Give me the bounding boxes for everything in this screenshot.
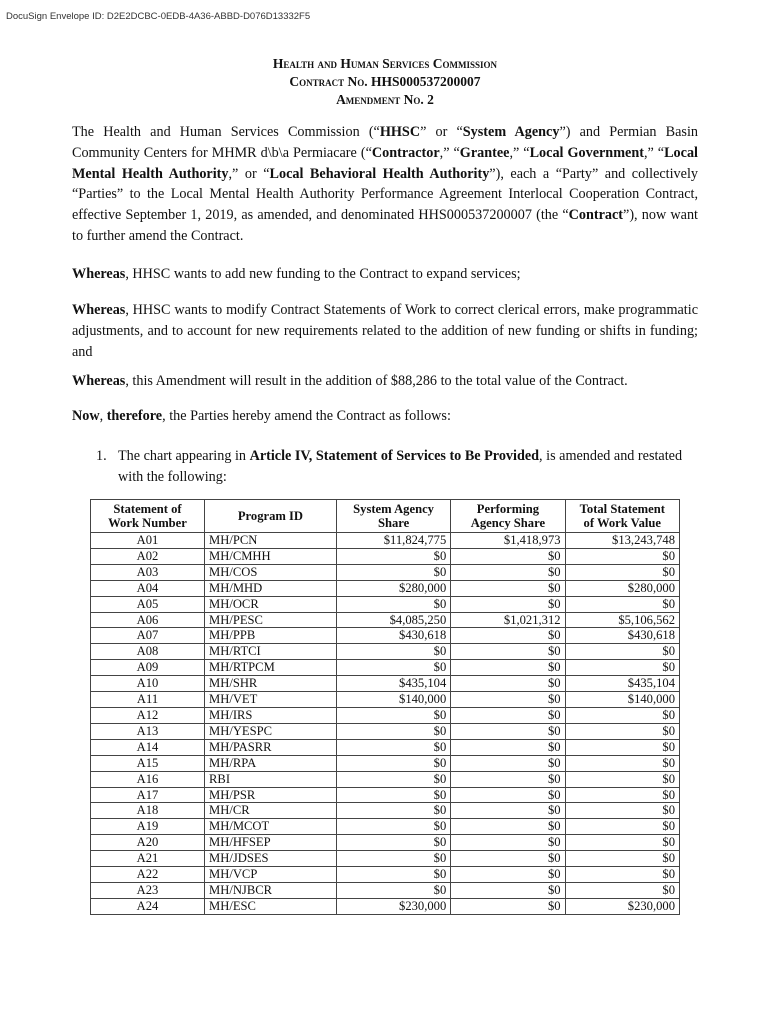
cell-total-value: $5,106,562	[565, 612, 679, 628]
cell-total-value: $230,000	[565, 898, 679, 914]
cell-system-agency-share: $0	[336, 851, 450, 867]
table-row	[91, 596, 680, 612]
whereas-paragraph-3: Whereas, this Amendment will result in the addition of $88,286 to the total value of the Contract.	[72, 373, 628, 389]
cell-total-value: $0	[565, 882, 679, 898]
cell-total-value: $0	[565, 867, 679, 883]
cell-sow-number: A24	[91, 898, 205, 914]
header-sow-number: Statement of Work Number	[91, 500, 205, 533]
cell-system-agency-share: $0	[336, 803, 450, 819]
cell-program-id: MH/RTPCM	[205, 660, 337, 676]
table-body	[91, 533, 680, 915]
header-contract-number: Contract No. HHS000537200007	[289, 74, 481, 89]
cell-system-agency-share: $11,824,775	[336, 533, 450, 549]
cell-total-value: $0	[565, 548, 679, 564]
cell-performing-agency-share: $0	[451, 548, 565, 564]
cell-total-value: $0	[565, 787, 679, 803]
cell-total-value: $0	[565, 723, 679, 739]
header-total-value: Total Statement of Work Value	[565, 500, 679, 533]
cell-system-agency-share: $0	[336, 835, 450, 851]
cell-system-agency-share: $0	[336, 771, 450, 787]
docusign-envelope-id: DocuSign Envelope ID: D2E2DCBC-0EDB-4A36-ABBD-D076D13332F5	[6, 11, 311, 22]
cell-performing-agency-share: $0	[451, 644, 565, 660]
cell-total-value: $0	[565, 819, 679, 835]
cell-performing-agency-share: $1,021,312	[451, 612, 565, 628]
cell-system-agency-share: $0	[336, 867, 450, 883]
cell-system-agency-share: $0	[336, 548, 450, 564]
cell-sow-number: A17	[91, 787, 205, 803]
cell-program-id: RBI	[205, 771, 337, 787]
cell-performing-agency-share: $0	[451, 564, 565, 580]
header-program-id: Program ID	[205, 500, 337, 533]
cell-system-agency-share: $435,104	[336, 676, 450, 692]
table-row	[91, 564, 680, 580]
cell-sow-number: A22	[91, 867, 205, 883]
cell-system-agency-share: $0	[336, 596, 450, 612]
cell-program-id: MH/PASRR	[205, 739, 337, 755]
cell-performing-agency-share: $0	[451, 660, 565, 676]
table-row	[91, 898, 680, 914]
cell-sow-number: A03	[91, 564, 205, 580]
whereas-paragraph-1: Whereas, HHSC wants to add new funding to the Contract to expand services;	[72, 266, 521, 282]
cell-sow-number: A20	[91, 835, 205, 851]
cell-total-value: $0	[565, 596, 679, 612]
cell-sow-number: A12	[91, 707, 205, 723]
table-header-row	[91, 500, 680, 533]
cell-sow-number: A15	[91, 755, 205, 771]
cell-sow-number: A09	[91, 660, 205, 676]
cell-total-value: $0	[565, 835, 679, 851]
cell-total-value: $0	[565, 707, 679, 723]
cell-sow-number: A04	[91, 580, 205, 596]
table-row	[91, 612, 680, 628]
cell-system-agency-share: $0	[336, 739, 450, 755]
cell-total-value: $0	[565, 755, 679, 771]
cell-program-id: MH/SHR	[205, 676, 337, 692]
cell-performing-agency-share: $0	[451, 692, 565, 708]
item-text: The chart appearing in Article IV, Statement of Services to Be Provided, is amended and restated with the following:	[118, 448, 683, 485]
cell-program-id: MH/CMHH	[205, 548, 337, 564]
statement-of-work-table	[90, 499, 680, 915]
cell-sow-number: A16	[91, 771, 205, 787]
cell-total-value: $430,618	[565, 628, 679, 644]
cell-sow-number: A10	[91, 676, 205, 692]
cell-performing-agency-share: $0	[451, 851, 565, 867]
cell-system-agency-share: $280,000	[336, 580, 450, 596]
table-row	[91, 835, 680, 851]
cell-sow-number: A13	[91, 723, 205, 739]
cell-system-agency-share: $230,000	[336, 898, 450, 914]
cell-performing-agency-share: $0	[451, 676, 565, 692]
cell-performing-agency-share: $0	[451, 803, 565, 819]
cell-performing-agency-share: $0	[451, 787, 565, 803]
table-row	[91, 819, 680, 835]
cell-sow-number: A14	[91, 739, 205, 755]
cell-sow-number: A11	[91, 692, 205, 708]
cell-system-agency-share: $0	[336, 707, 450, 723]
cell-system-agency-share: $0	[336, 787, 450, 803]
cell-system-agency-share: $0	[336, 723, 450, 739]
cell-sow-number: A19	[91, 819, 205, 835]
cell-program-id: MH/HFSEP	[205, 835, 337, 851]
cell-program-id: MH/NJBCR	[205, 882, 337, 898]
table-row	[91, 787, 680, 803]
cell-sow-number: A02	[91, 548, 205, 564]
cell-system-agency-share: $0	[336, 882, 450, 898]
cell-program-id: MH/MHD	[205, 580, 337, 596]
cell-program-id: MH/RPA	[205, 755, 337, 771]
cell-total-value: $0	[565, 803, 679, 819]
cell-program-id: MH/ESC	[205, 898, 337, 914]
cell-performing-agency-share: $0	[451, 707, 565, 723]
cell-program-id: MH/VCP	[205, 867, 337, 883]
cell-program-id: MH/MCOT	[205, 819, 337, 835]
table-row	[91, 771, 680, 787]
cell-system-agency-share: $140,000	[336, 692, 450, 708]
cell-program-id: MH/PSR	[205, 787, 337, 803]
header-system-agency-share: System Agency Share	[336, 500, 450, 533]
table-row	[91, 692, 680, 708]
cell-program-id: MH/OCR	[205, 596, 337, 612]
table-row	[91, 533, 680, 549]
cell-sow-number: A18	[91, 803, 205, 819]
cell-performing-agency-share: $0	[451, 835, 565, 851]
cell-sow-number: A21	[91, 851, 205, 867]
cell-program-id: MH/PPB	[205, 628, 337, 644]
cell-total-value: $280,000	[565, 580, 679, 596]
cell-system-agency-share: $430,618	[336, 628, 450, 644]
table-row	[91, 707, 680, 723]
cell-program-id: MH/COS	[205, 564, 337, 580]
cell-program-id: MH/PESC	[205, 612, 337, 628]
cell-sow-number: A06	[91, 612, 205, 628]
cell-system-agency-share: $0	[336, 819, 450, 835]
cell-performing-agency-share: $0	[451, 755, 565, 771]
table-row	[91, 851, 680, 867]
cell-system-agency-share: $0	[336, 564, 450, 580]
table-row	[91, 580, 680, 596]
table-row	[91, 548, 680, 564]
cell-sow-number: A08	[91, 644, 205, 660]
cell-total-value: $0	[565, 564, 679, 580]
cell-total-value: $0	[565, 644, 679, 660]
intro-paragraph: The Health and Human Services Commission (“HHSC” or “System Agency”) and Permian Basin Community Centers for MHMR d\b\a Permiacare (“Contractor,” “Grantee,” “Local Government,” “Local Mental Health Authority,” or “Local Behavioral Health Authority”), each a “Party” and collectively “Parties” to the Local Mental Health Authority Performance Agreement Interlocal Cooperation Contract, effective September 1, 2019, as amended, and denominated HHS000537200007 (the “Contract”), now want to further amend the Contract.	[72, 124, 698, 244]
cell-system-agency-share: $0	[336, 644, 450, 660]
whereas-paragraph-2: Whereas, HHSC wants to modify Contract Statements of Work to correct clerical errors, make programmatic adjustments, and to account for new requirements related to the addition of new funding or shifts in funding; and	[72, 302, 698, 360]
cell-performing-agency-share: $0	[451, 819, 565, 835]
cell-program-id: MH/JDSES	[205, 851, 337, 867]
cell-performing-agency-share: $1,418,973	[451, 533, 565, 549]
header-amendment-number: Amendment No. 2	[336, 92, 434, 107]
cell-performing-agency-share: $0	[451, 739, 565, 755]
cell-performing-agency-share: $0	[451, 898, 565, 914]
cell-total-value: $0	[565, 851, 679, 867]
table-row	[91, 882, 680, 898]
table-row	[91, 628, 680, 644]
cell-system-agency-share: $0	[336, 755, 450, 771]
cell-program-id: MH/YESPC	[205, 723, 337, 739]
document-header	[0, 55, 770, 109]
cell-performing-agency-share: $0	[451, 882, 565, 898]
cell-program-id: MH/IRS	[205, 707, 337, 723]
table-row	[91, 644, 680, 660]
table-row	[91, 755, 680, 771]
table-row	[91, 739, 680, 755]
cell-sow-number: A07	[91, 628, 205, 644]
header-agency: Health and Human Services Commission	[272, 56, 498, 71]
table-row	[91, 660, 680, 676]
table-row	[91, 723, 680, 739]
cell-performing-agency-share: $0	[451, 723, 565, 739]
cell-program-id: MH/CR	[205, 803, 337, 819]
cell-performing-agency-share: $0	[451, 771, 565, 787]
cell-sow-number: A05	[91, 596, 205, 612]
cell-total-value: $435,104	[565, 676, 679, 692]
cell-program-id: MH/PCN	[205, 533, 337, 549]
item-number: 1.	[96, 448, 107, 464]
header-performing-agency-share: Performing Agency Share	[451, 500, 565, 533]
cell-total-value: $140,000	[565, 692, 679, 708]
cell-sow-number: A23	[91, 882, 205, 898]
now-therefore-paragraph: Now, therefore, the Parties hereby amend the Contract as follows:	[72, 408, 451, 424]
cell-total-value: $0	[565, 739, 679, 755]
cell-total-value: $0	[565, 660, 679, 676]
table-row	[91, 676, 680, 692]
cell-performing-agency-share: $0	[451, 580, 565, 596]
cell-system-agency-share: $0	[336, 660, 450, 676]
cell-total-value: $0	[565, 771, 679, 787]
cell-performing-agency-share: $0	[451, 867, 565, 883]
cell-program-id: MH/VET	[205, 692, 337, 708]
cell-sow-number: A01	[91, 533, 205, 549]
cell-total-value: $13,243,748	[565, 533, 679, 549]
cell-system-agency-share: $4,085,250	[336, 612, 450, 628]
cell-program-id: MH/RTCI	[205, 644, 337, 660]
cell-performing-agency-share: $0	[451, 596, 565, 612]
cell-performing-agency-share: $0	[451, 628, 565, 644]
table-row	[91, 803, 680, 819]
table-row	[91, 867, 680, 883]
